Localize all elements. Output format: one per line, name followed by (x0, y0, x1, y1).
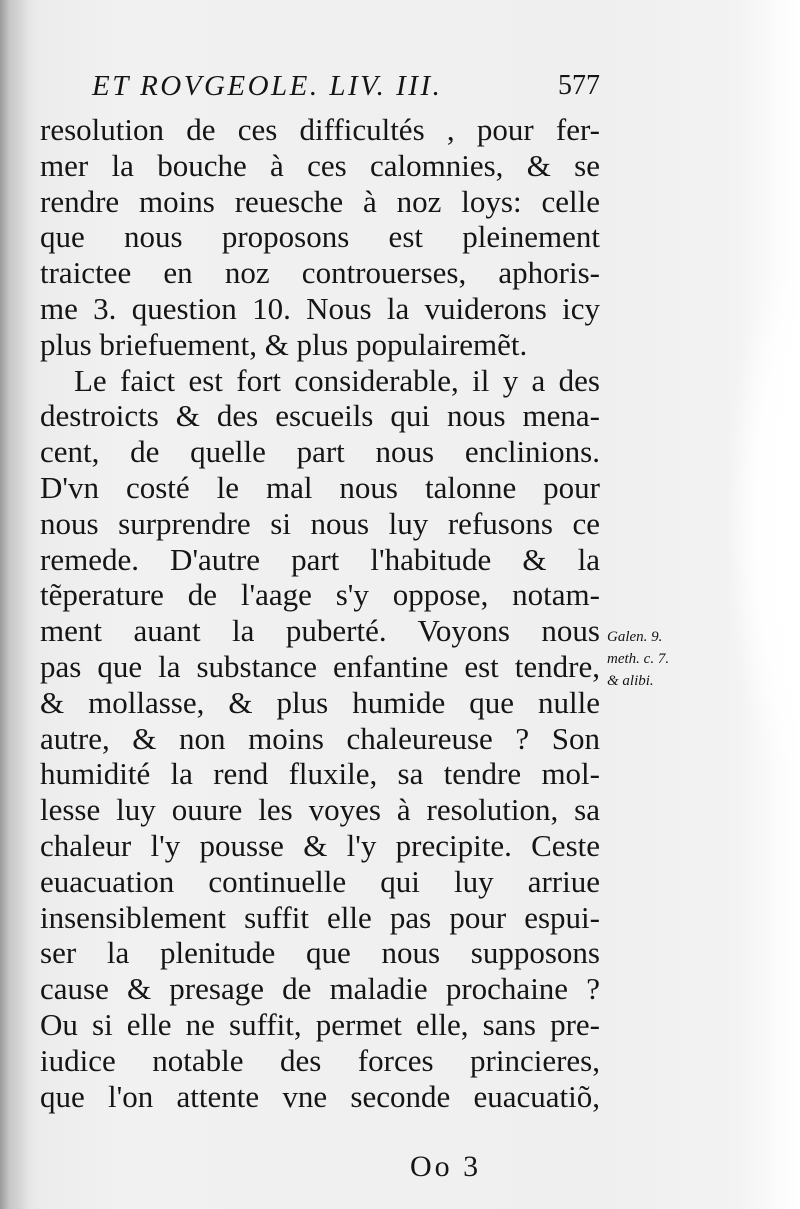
text-line: autre, & non moins chaleureuse ? Son (40, 720, 600, 756)
text-line: tẽperature de l'aage s'y oppose, notam- (40, 577, 600, 613)
text-line: remede. D'autre part l'habitude & la (40, 541, 600, 577)
text-line: destroicts & des escueils qui nous mena- (40, 398, 600, 434)
text-line: D'vn costé le mal nous talonne pour (40, 469, 600, 505)
paragraph-start-line: Le faict est fort considerable, il y a des (74, 362, 600, 398)
page-edge-fade (730, 260, 800, 780)
text-line: Ou si elle ne suffit, permet elle, sans pre- (40, 1006, 600, 1042)
text-line: ser la plenitude que nous supposons (40, 935, 600, 971)
marginal-note-line: & alibi. (607, 673, 654, 689)
text-line: que l'on attente vne seconde euacuatiõ, (40, 1078, 600, 1114)
page-header (92, 70, 600, 114)
text-line: insensiblement suffit elle pas pour espui- (40, 899, 600, 935)
text-line: iudice notable des forces princieres, (40, 1042, 600, 1078)
running-head: ET ROVGEOLE. LIV. III. (92, 70, 443, 102)
text-line: cent, de quelle part nous enclinions. (40, 434, 600, 470)
text-line: ment auant la puberté. Voyons nous (40, 613, 600, 649)
text-line: lesse luy ouure les voyes à resolution, sa (40, 792, 600, 828)
marginal-note (607, 626, 717, 692)
page-number: 577 (558, 70, 600, 101)
text-line: resolution de ces difficultés , pour fer- (40, 112, 600, 147)
gutter-shadow (0, 0, 28, 1209)
text-line: cause & presage de maladie prochaine ? (40, 971, 600, 1007)
text-line: que nous proposons est pleinement (40, 219, 600, 255)
text-line: chaleur l'y pousse & l'y precipite. Ceste (40, 827, 600, 863)
text-line: mer la bouche à ces calomnies, & se (40, 147, 600, 183)
text-line: pas que la substance enfantine est tendre, (40, 648, 600, 684)
text-line: nous surprendre si nous luy refusons ce (40, 505, 600, 541)
text-line: & mollasse, & plus humide que nulle (40, 684, 600, 720)
text-line: rendre moins reuesche à noz loys: celle (40, 183, 600, 219)
text-line: humidité la rend fluxile, sa tendre mol- (40, 756, 600, 792)
marginal-note-line: meth. c. 7. (607, 651, 670, 667)
text-line: traictee en noz controuerses, aphoris- (40, 255, 600, 291)
signature-mark: Oo 3 (410, 1150, 482, 1183)
body-text (40, 112, 600, 1114)
text-line: euacuation continuelle qui luy arriue (40, 863, 600, 899)
marginal-note-line: Galen. 9. (607, 629, 663, 645)
text-line: plus briefuement, & plus populairemẽt. (40, 326, 528, 362)
text-line: me 3. question 10. Nous la vuiderons icy (40, 290, 600, 326)
